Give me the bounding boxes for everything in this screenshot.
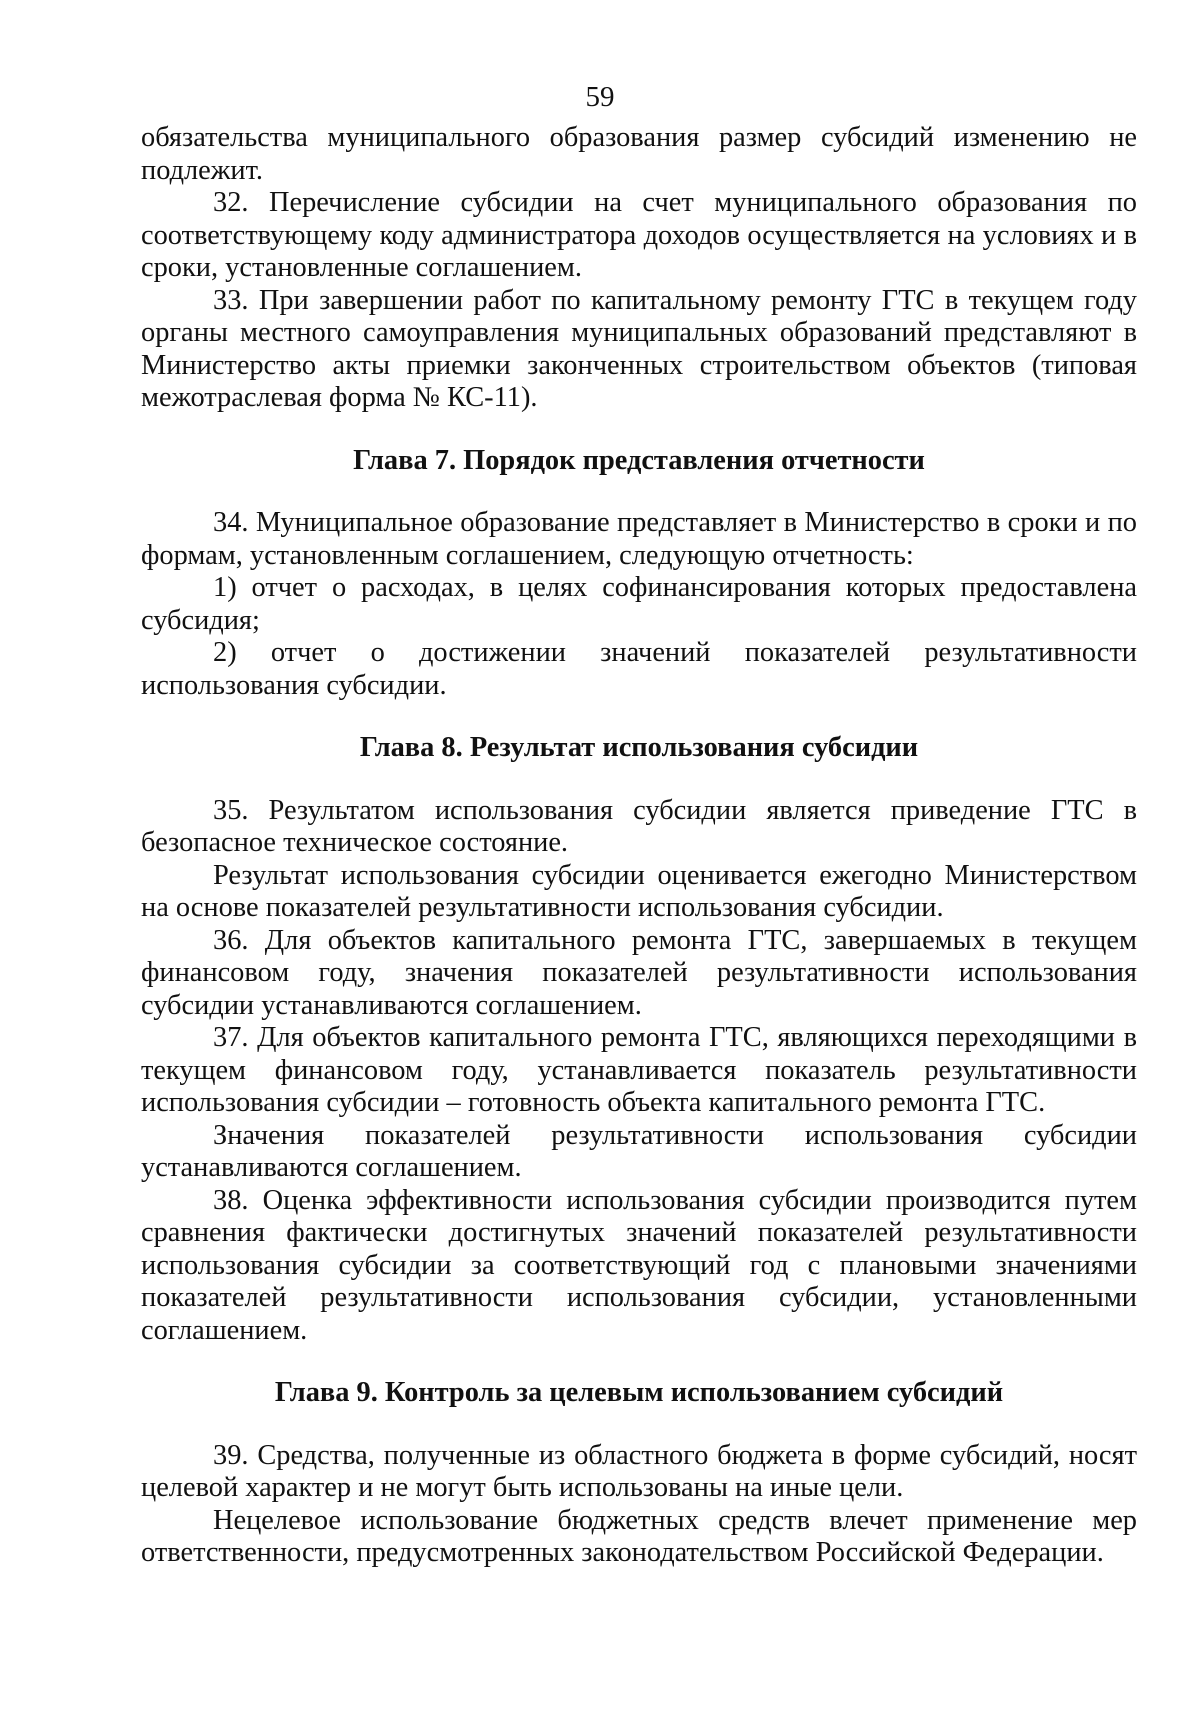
paragraph-36: 36. Для объектов капитального ремонта ГТС, завершаемых в текущем финансовом году, значения показателей результативности использования субсидии устанавливаются соглашением. — [141, 924, 1137, 1021]
chapter-7-heading: Глава 7. Порядок представления отчетности — [353, 444, 925, 476]
paragraph-32: 32. Перечисление субсидии на счет муниципального образования по соответствующему коду администратора доходов осуществляется на условиях и в сроки, установленные соглашением. — [141, 187, 1137, 283]
chapter-9-heading: Глава 9. Контроль за целевым использованием субсидий — [274, 1377, 1004, 1408]
paragraph-38: 38. Оценка эффективности использования субсидии производится путем сравнения фактически достигнутых значений показателей результативности использования субсидии за соответствующий год с плановыми значениями показателей результативности использования субсидии, установленными соглашением. — [141, 1184, 1137, 1346]
paragraph-37: 37. Для объектов капитального ремонта ГТС, являющихся переходящими в текущем финансовом году, устанавливается показатель результативности использования субсидии – готовность объекта капитального ремонта ГТС. — [141, 1022, 1137, 1118]
page-number: 59 — [585, 81, 615, 113]
paragraph-34-item-2: 2) отчет о достижении значений показателей результативности использования субсидии. — [141, 637, 1137, 701]
paragraph-39-liability: Нецелевое использование бюджетных средств влечет применение мер ответственности, предусмотренных законодательством Российской Федерации. — [141, 1504, 1137, 1568]
document-body — [141, 122, 1137, 1570]
paragraph-34: 34. Муниципальное образование представляет в Министерство в сроки и по формам, установленным соглашением, следующую отчетность: — [141, 507, 1137, 571]
paragraph-37-values: Значения показателей результативности использования субсидии устанавливаются соглашением. — [141, 1119, 1137, 1183]
paragraph-31-continuation: обязательства муниципального образования размер субсидий изменению не подлежит. — [141, 122, 1137, 186]
chapter-8-heading: Глава 8. Результат использования субсидии — [359, 732, 919, 763]
paragraph-34-item-1: 1) отчет о расходах, в целях софинансирования которых предоставлена субсидия; — [141, 572, 1137, 636]
paragraph-35: 35. Результатом использования субсидии является приведение ГТС в безопасное техническое состояние. — [141, 794, 1137, 858]
paragraph-39: 39. Средства, полученные из областного бюджета в форме субсидий, носят целевой характер и не могут быть использованы на иные цели. — [141, 1439, 1137, 1503]
paragraph-33: 33. При завершении работ по капитальному ремонту ГТС в текущем году органы местного самоуправления муниципальных образований представляют в Министерство акты приемки законченных строительством объектов (типовая межотраслевая форма № КС-11). — [141, 284, 1137, 413]
paragraph-35-assessment: Результат использования субсидии оценивается ежегодно Министерством на основе показателей результативности использования субсидии. — [141, 859, 1137, 923]
